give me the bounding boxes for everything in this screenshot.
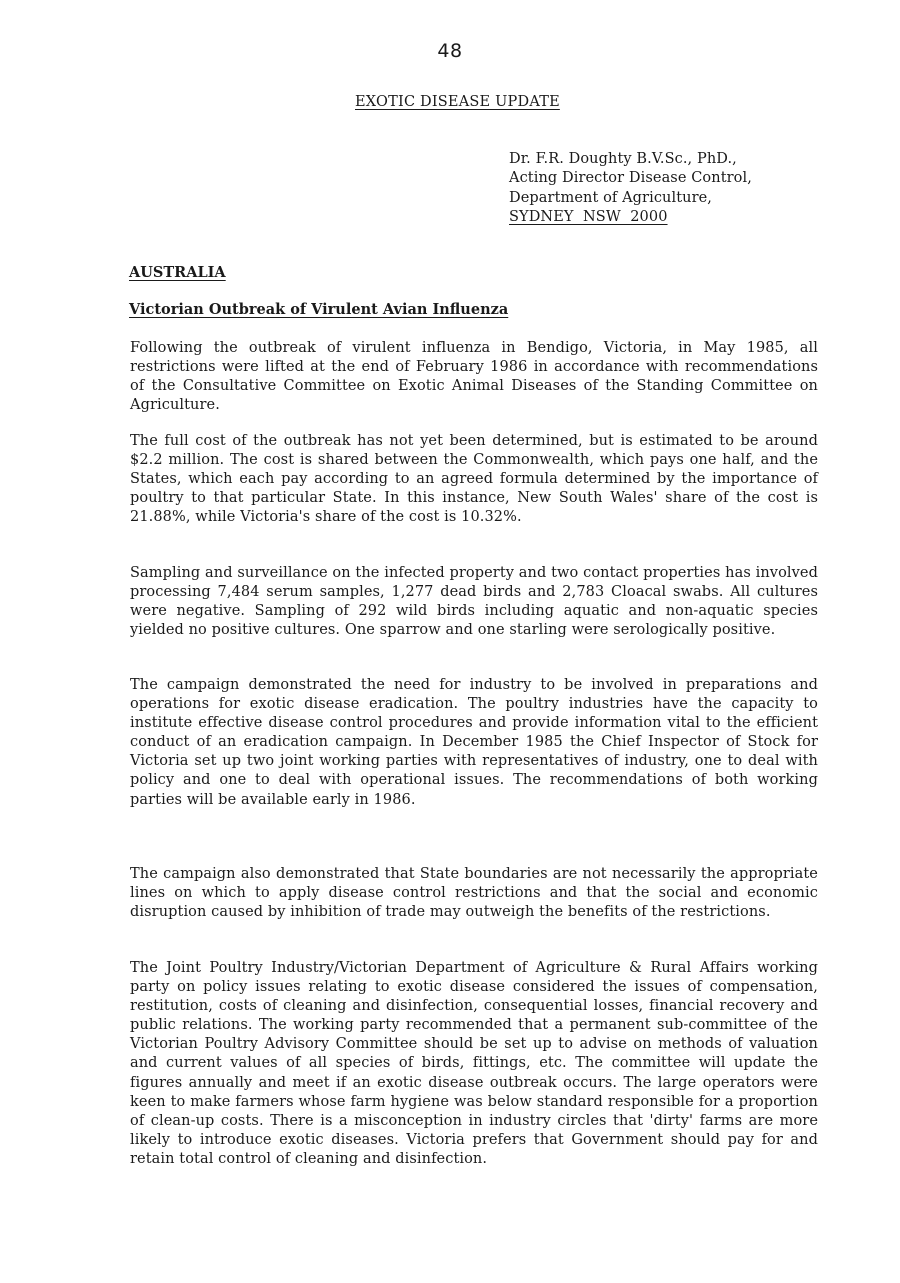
section-subheading: Victorian Outbreak of Virulent Avian Influenza	[129, 301, 509, 318]
paragraph: Sampling and surveillance on the infected property and two contact properties has involved processing 7,484 serum samples, 1,277 dead birds and 2,783 Cloacal swabs. All cultures were negative. Sampling of 292 wild birds including aquatic and non-aquatic species yielded no positive cultures. One sparrow and one starling were serologically positive.	[130, 565, 818, 639]
page-number: 48	[437, 40, 463, 62]
author-block	[509, 150, 752, 227]
document-title: EXOTIC DISEASE UPDATE	[355, 94, 560, 110]
paragraph: The full cost of the outbreak has not yet been determined, but is estimated to be around $2.2 million. The cost is shared between the Commonwealth, which pays one half, and the States, which each pay according to an agreed formula determined by the importance of poultry to that particular State. In this instance, New South Wales' share of the cost is 21.88%, while Victoria's share of the cost is 10.32%.	[130, 433, 818, 526]
paragraph: The Joint Poultry Industry/Victorian Department of Agriculture & Rural Affairs working party on policy issues relating to exotic disease considered the issues of compensation, restitution, costs of cleaning and disinfection, consequential losses, financial recovery and public relations. The working party recommended that a permanent sub-committee of the Victorian Poultry Advisory Committee should be set up to advise on methods of valuation and current values of all species of birds, fittings, etc. The committee will update the figures annually and meet if an exotic disease outbreak occurs. The large operators were keen to make farmers whose farm hygiene was below standard responsible for a proportion of clean-up costs. There is a misconception in industry circles that 'dirty' farms are more likely to introduce exotic diseases. Victoria prefers that Government should pay for and retain total control of cleaning and disinfection.	[130, 960, 818, 1167]
section-heading: AUSTRALIA	[129, 264, 226, 281]
paragraph: The campaign demonstrated the need for industry to be involved in preparations and operations for exotic disease eradication. The poultry industries have the capacity to institute effective disease control procedures and provide information vital to the efficient conduct of an eradication campaign. In December 1985 the Chief Inspector of Stock for Victoria set up two joint working parties with representatives of industry, one to deal with policy and one to deal with operational issues. The recommendations of both working parties will be available early in 1986.	[130, 677, 818, 808]
author-department: Department of Agriculture,	[509, 189, 713, 206]
author-position: Acting Director Disease Control,	[509, 170, 752, 187]
paragraph: Following the outbreak of virulent influenza in Bendigo, Victoria, in May 1985, all restrictions were lifted at the end of February 1986 in accordance with recommendations of the Consultative Committee on Exotic Animal Diseases of the Standing Committee on Agriculture.	[130, 340, 818, 414]
author-address: SYDNEY NSW 2000	[509, 208, 668, 225]
author-name: Dr. F.R. Doughty B.V.Sc., PhD.,	[509, 151, 737, 167]
paragraph: The campaign also demonstrated that State boundaries are not necessarily the appropriate lines on which to apply disease control restrictions and that the social and economic disruption caused by inhibition of trade may outweigh the benefits of the restrictions.	[130, 866, 818, 921]
